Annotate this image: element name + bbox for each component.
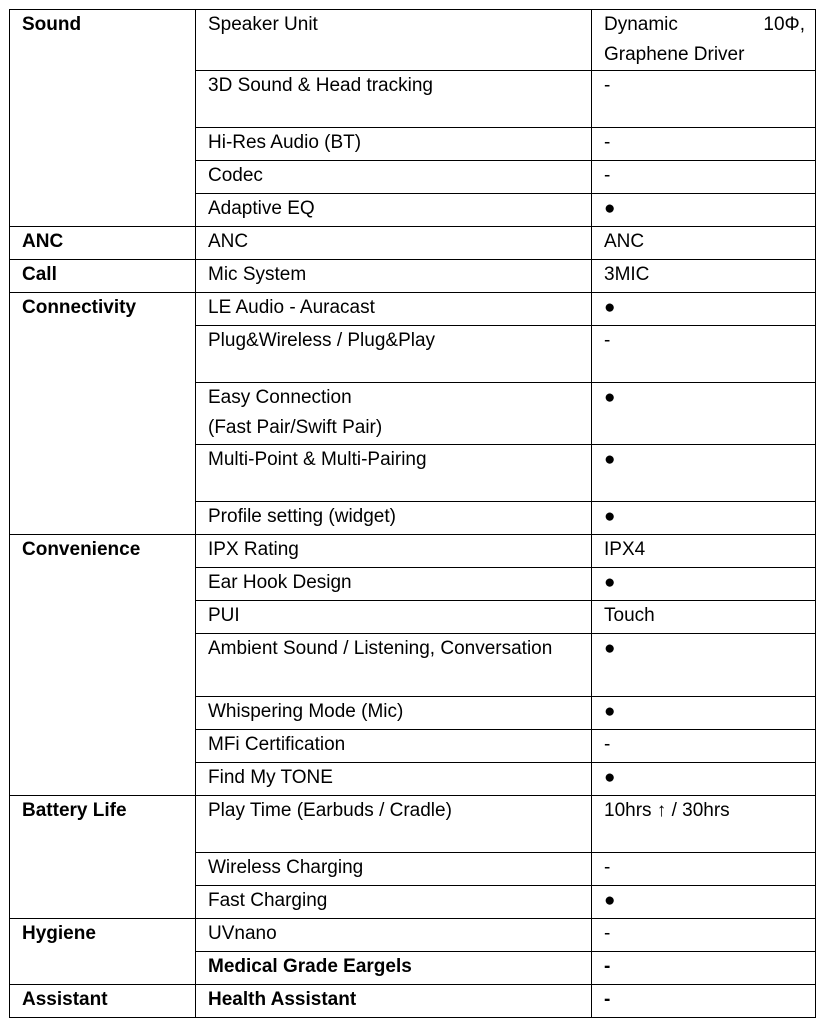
value-speaker-unit-line2: Graphene Driver — [604, 44, 745, 65]
value-le-audio: ● — [592, 293, 816, 326]
value-speaker-unit-part1: Dynamic — [604, 14, 678, 35]
feature-hires-audio: Hi-Res Audio (BT) — [196, 128, 592, 161]
feature-adaptive-eq: Adaptive EQ — [196, 194, 592, 227]
table-row — [10, 10, 816, 71]
feature-uvnano: UVnano — [196, 919, 592, 952]
value-mfi: - — [592, 730, 816, 763]
value-multipoint: ● — [592, 445, 816, 502]
value-plug-wireless: - — [592, 326, 816, 383]
section-convenience: Convenience — [10, 535, 196, 796]
value-pui: Touch — [592, 601, 816, 634]
section-hygiene: Hygiene — [10, 919, 196, 985]
feature-anc: ANC — [196, 227, 592, 260]
value-speaker-unit — [592, 10, 816, 71]
table-row — [10, 293, 816, 326]
section-connectivity: Connectivity — [10, 293, 196, 535]
value-profile-setting: ● — [592, 502, 816, 535]
feature-ear-hook: Ear Hook Design — [196, 568, 592, 601]
table-row — [10, 919, 816, 952]
feature-le-audio: LE Audio - Auracast — [196, 293, 592, 326]
value-mic-system: 3MIC — [592, 260, 816, 293]
feature-profile-setting: Profile setting (widget) — [196, 502, 592, 535]
feature-speaker-unit: Speaker Unit — [196, 10, 592, 71]
value-ipx: IPX4 — [592, 535, 816, 568]
value-codec: - — [592, 161, 816, 194]
feature-3d-sound: 3D Sound & Head tracking — [196, 71, 592, 128]
feature-health-assistant: Health Assistant — [196, 985, 592, 1018]
feature-ambient-sound: Ambient Sound / Listening, Conversation — [196, 634, 592, 697]
feature-plug-wireless: Plug&Wireless / Plug&Play — [196, 326, 592, 383]
feature-find-my: Find My TONE — [196, 763, 592, 796]
section-sound: Sound — [10, 10, 196, 227]
table-row — [10, 535, 816, 568]
value-fast-charging: ● — [592, 886, 816, 919]
feature-pui: PUI — [196, 601, 592, 634]
value-health-assistant: - — [592, 985, 816, 1018]
value-play-time: 10hrs ↑ / 30hrs — [592, 796, 816, 853]
value-wireless-charging: - — [592, 853, 816, 886]
table-row — [10, 985, 816, 1018]
section-battery-life: Battery Life — [10, 796, 196, 919]
value-uvnano: - — [592, 919, 816, 952]
value-whispering: ● — [592, 697, 816, 730]
feature-eargels: Medical Grade Eargels — [196, 952, 592, 985]
value-speaker-unit-part2: 10Φ, — [763, 14, 805, 35]
value-easy-connection: ● — [592, 383, 816, 445]
table-row — [10, 227, 816, 260]
value-anc: ANC — [592, 227, 816, 260]
feature-fast-charging: Fast Charging — [196, 886, 592, 919]
table-row — [10, 796, 816, 853]
feature-play-time: Play Time (Earbuds / Cradle) — [196, 796, 592, 853]
feature-multipoint: Multi-Point & Multi-Pairing — [196, 445, 592, 502]
section-call: Call — [10, 260, 196, 293]
table-row — [10, 260, 816, 293]
feature-whispering: Whispering Mode (Mic) — [196, 697, 592, 730]
feature-ipx: IPX Rating — [196, 535, 592, 568]
value-hires-audio: - — [592, 128, 816, 161]
feature-mfi: MFi Certification — [196, 730, 592, 763]
value-eargels: - — [592, 952, 816, 985]
value-ear-hook: ● — [592, 568, 816, 601]
feature-easy-connection — [196, 383, 592, 445]
value-3d-sound: - — [592, 71, 816, 128]
spec-table — [9, 9, 816, 1018]
feature-wireless-charging: Wireless Charging — [196, 853, 592, 886]
feature-easy-connection-line2: (Fast Pair/Swift Pair) — [208, 417, 383, 438]
value-adaptive-eq: ● — [592, 194, 816, 227]
feature-easy-connection-line1: Easy Connection — [208, 387, 352, 408]
feature-mic-system: Mic System — [196, 260, 592, 293]
value-find-my: ● — [592, 763, 816, 796]
value-ambient-sound: ● — [592, 634, 816, 697]
section-assistant: Assistant — [10, 985, 196, 1018]
feature-codec: Codec — [196, 161, 592, 194]
section-anc: ANC — [10, 227, 196, 260]
